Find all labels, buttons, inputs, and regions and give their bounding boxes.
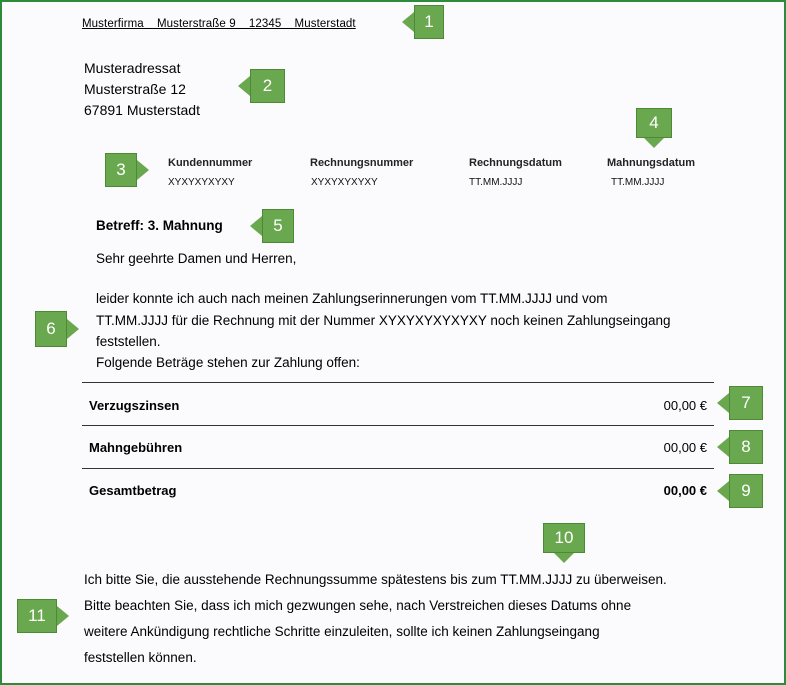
amount-label-fees: Mahngebühren xyxy=(89,440,183,455)
subject-line: Betreff: 3. Mahnung xyxy=(96,218,223,233)
marker-3: 3 xyxy=(105,153,149,187)
body-line: leider konnte ich auch nach meinen Zahlungserinnerungen vom TT.MM.JJJJ und vom xyxy=(96,291,608,306)
amount-value-total: 00,00 € xyxy=(663,483,707,498)
arrow-left-icon xyxy=(402,12,414,32)
customer-number-label: Kundennummer xyxy=(168,157,253,169)
marker-5: 5 xyxy=(250,209,294,243)
arrow-left-icon xyxy=(717,437,729,457)
customer-number-value: XYXYXYXYXY xyxy=(168,177,235,188)
arrow-left-icon xyxy=(250,216,262,236)
salutation: Sehr geehrte Damen und Herren, xyxy=(96,251,297,266)
closing-line: feststellen können. xyxy=(84,650,197,665)
arrow-right-icon xyxy=(67,319,79,339)
marker-10: 10 xyxy=(543,523,585,563)
marker-8: 8 xyxy=(717,430,763,464)
marker-9: 9 xyxy=(717,474,763,508)
recipient-street: Musterstraße 12 xyxy=(84,81,186,97)
closing-line: Bitte beachten Sie, dass ich mich gezwungen sehe, nach Verstreichen dieses Datums ohne xyxy=(84,598,632,613)
marker-2: 2 xyxy=(238,69,285,103)
closing-line: Ich bitte Sie, die ausstehende Rechnungssumme spätestens bis zum TT.MM.JJJJ zu überweisen. xyxy=(84,572,667,587)
body-line: TT.MM.JJJJ für die Rechnung mit der Nummer XYXYXYXYXYXY noch keinen Zahlungseingang xyxy=(96,313,671,328)
recipient-city: 67891 Musterstadt xyxy=(84,102,200,118)
marker-1: 1 xyxy=(402,5,444,39)
amount-label-total: Gesamtbetrag xyxy=(89,483,177,498)
closing-line: weitere Ankündigung rechtliche Schritte einzuleiten, sollte ich keinen Zahlungseingang xyxy=(84,624,600,639)
amount-value-interest: 00,00 € xyxy=(663,398,707,413)
arrow-left-icon xyxy=(717,481,729,501)
marker-7: 7 xyxy=(717,386,763,420)
invoice-number-label: Rechnungsnummer xyxy=(310,157,414,169)
sender-line: Musterfirma Musterstraße 9 12345 Musterstadt xyxy=(82,18,356,30)
arrow-right-icon xyxy=(137,160,149,180)
amount-label-interest: Verzugszinsen xyxy=(89,398,180,413)
invoice-date-label: Rechnungsdatum xyxy=(469,157,562,169)
marker-11: 11 xyxy=(17,599,69,633)
body-line: Folgende Beträge stehen zur Zahlung offen: xyxy=(96,355,360,370)
table-divider xyxy=(82,468,714,469)
arrow-down-icon xyxy=(644,138,664,148)
marker-4: 4 xyxy=(636,108,672,148)
body-line: feststellen. xyxy=(96,334,161,349)
arrow-left-icon xyxy=(717,393,729,413)
table-divider xyxy=(82,382,714,383)
table-divider xyxy=(82,425,714,426)
arrow-right-icon xyxy=(57,606,69,626)
reminder-date-value: TT.MM.JJJJ xyxy=(611,177,665,188)
amount-value-fees: 00,00 € xyxy=(663,440,707,455)
invoice-number-value: XYXYXYXYXY xyxy=(311,177,378,188)
reminder-date-label: Mahnungsdatum xyxy=(607,157,695,169)
invoice-date-value: TT.MM.JJJJ xyxy=(469,177,523,188)
arrow-down-icon xyxy=(554,553,574,563)
recipient-name: Musteradressat xyxy=(84,60,181,76)
arrow-left-icon xyxy=(238,76,250,96)
marker-6: 6 xyxy=(35,311,79,347)
